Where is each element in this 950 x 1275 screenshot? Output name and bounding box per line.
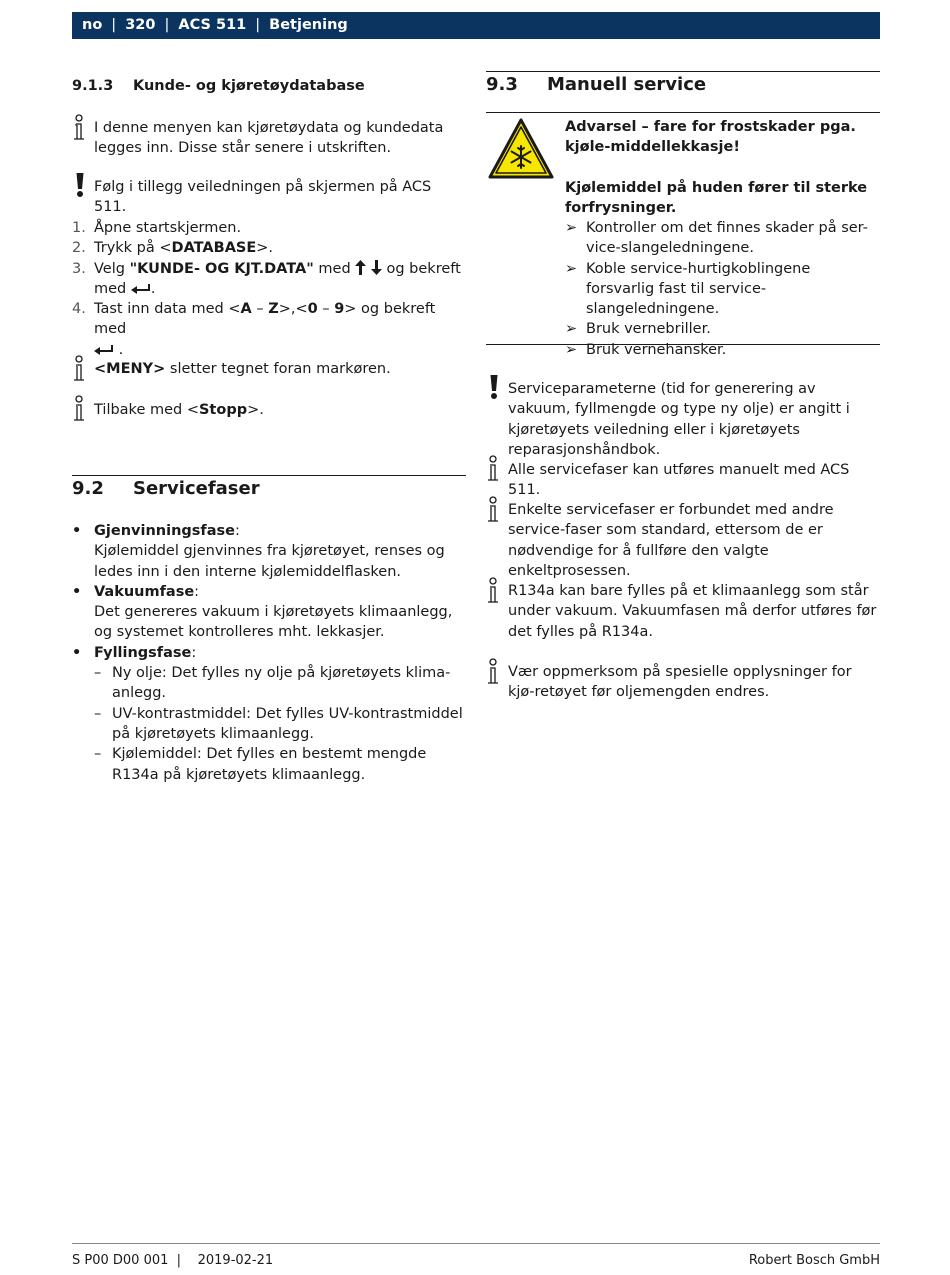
warning-title: Advarsel – fare for frostskader pga. kjøle-middellekkasje! xyxy=(565,119,856,156)
list-item xyxy=(72,299,466,360)
step-number: 4. xyxy=(72,301,86,318)
list-item xyxy=(565,319,880,339)
section-title: Manuell service xyxy=(547,74,707,95)
info-text-rest: sletter tegnet foran markøren. xyxy=(165,361,391,377)
arrow-bullet-icon: ➢ xyxy=(565,321,578,338)
list-item xyxy=(72,582,466,643)
list-item xyxy=(72,218,466,238)
fill-item-text: UV-kontrastmiddel: Det fylles UV-kontrastmiddel på kjøretøyets klimaanlegg. xyxy=(112,705,463,742)
step-text: >. xyxy=(256,240,274,257)
warning-text: Følg i tillegg veiledningen på skjermen på ACS 511. xyxy=(94,179,432,216)
step-text: – xyxy=(317,301,335,318)
action-text: Bruk vernehansker. xyxy=(586,341,727,358)
phase-description: Kjølemiddel gjenvinnes fra kjøretøyet, renses og ledes inn i den interne kjølemiddelflasken. xyxy=(94,543,445,580)
list-item xyxy=(565,218,880,259)
phase-name: Fyllingsfase xyxy=(94,644,192,661)
section-rule xyxy=(486,71,880,72)
phase-description: Det genereres vakuum i kjøretøyets klimaanlegg, og systemet kontrolleres mht. lekkasjer. xyxy=(94,604,453,641)
info-text xyxy=(94,359,466,379)
info-text: Vær oppmerksom på spesielle opplysninger for kjø-retøyet før oljemengden endres. xyxy=(508,664,852,701)
step-key: DATABASE xyxy=(171,240,257,257)
footer-separator: | xyxy=(172,1253,194,1268)
list-item xyxy=(72,259,466,300)
fill-item-text: Kjølemiddel: Det fylles en bestemt mengde R134a på kjøretøyets klimaanlegg. xyxy=(112,746,427,783)
header-lang: no xyxy=(82,17,103,34)
step-text: > og bekreft med xyxy=(94,301,436,338)
fill-items-list xyxy=(94,663,466,785)
exclamation-icon xyxy=(72,172,88,200)
header-product: ACS 511 xyxy=(178,17,247,34)
step-key: 9 xyxy=(334,301,345,318)
arrow-bullet-icon: ➢ xyxy=(565,341,578,358)
key-label: <MENY> xyxy=(94,361,166,377)
key-label: Stopp xyxy=(198,402,248,418)
section-heading xyxy=(486,75,706,95)
info-icon xyxy=(72,395,88,423)
dash: – xyxy=(94,665,102,682)
section-number: 9.3 xyxy=(486,74,518,95)
steps-list xyxy=(72,218,466,360)
info-note xyxy=(486,577,880,641)
footer-rule xyxy=(72,1243,880,1244)
arrow-bullet-icon: ➢ xyxy=(565,220,578,236)
warning-box-bottom-rule xyxy=(486,344,880,345)
bullet: • xyxy=(72,583,82,600)
step-text: med xyxy=(313,260,356,277)
step-text: . xyxy=(150,280,156,297)
list-item xyxy=(565,259,880,320)
section-rule xyxy=(72,475,466,476)
header-separator: | xyxy=(111,17,117,34)
phase-name: Gjenvinningsfase xyxy=(94,523,235,539)
info-text: Alle servicefaser kan utføres manuelt med ACS 511. xyxy=(508,462,850,499)
bullet: • xyxy=(72,523,82,539)
info-icon xyxy=(486,496,502,524)
section-title: Servicefaser xyxy=(133,478,260,499)
arrow-up-icon xyxy=(355,260,366,275)
step-text: – xyxy=(251,301,269,318)
enter-key-icon xyxy=(131,284,151,295)
frost-hazard-icon xyxy=(488,118,554,180)
list-item xyxy=(94,704,466,745)
step-menu-name: "KUNDE- OG KJT.DATA" xyxy=(129,260,314,277)
action-text: Bruk vernebriller. xyxy=(586,321,711,338)
section-number: 9.2 xyxy=(72,478,104,499)
header-section: Betjening xyxy=(269,17,348,34)
step-key: Z xyxy=(268,301,279,318)
list-item xyxy=(565,340,880,360)
list-item xyxy=(72,643,466,785)
subsection-number: 9.1.3 xyxy=(72,78,114,94)
arrow-down-icon xyxy=(371,260,382,275)
warning-text: Serviceparameterne (tid for generering av vakuum, fyllmengde og type ny olje) er angitt i kjøretøyets veiledning eller i kjøretøyets reparasjonshåndbok. xyxy=(508,381,850,458)
step-text: Trykk på < xyxy=(94,240,172,257)
action-text: Kontroller om det finnes skader på ser-vice-slangeledningene. xyxy=(586,220,868,257)
phase-name: Vakuumfase xyxy=(94,583,195,600)
dash: – xyxy=(94,705,102,722)
warning-note xyxy=(486,374,880,458)
header-separator: | xyxy=(255,17,261,34)
info-text xyxy=(94,400,466,420)
step-key: A xyxy=(240,301,252,318)
info-note xyxy=(72,395,466,423)
info-icon xyxy=(486,577,502,605)
step-text: >,< xyxy=(278,301,308,318)
step-text: Tast inn data med < xyxy=(94,301,241,318)
list-item xyxy=(94,663,466,704)
step-number: 2. xyxy=(72,240,86,257)
colon: : xyxy=(194,583,200,600)
list-item xyxy=(72,238,466,258)
step-text: og bekreft med xyxy=(94,260,461,297)
warning-note xyxy=(72,172,466,216)
colon: : xyxy=(191,644,197,661)
warning-actions-list xyxy=(565,218,880,360)
step-text: Åpne startskjermen. xyxy=(94,220,242,236)
subsection-title: Kunde- og kjøretøydatabase xyxy=(133,78,365,94)
section-heading xyxy=(72,479,260,499)
info-text: I denne menyen kan kjøretøydata og kundedata legges inn. Disse står senere i utskriften. xyxy=(94,120,444,157)
info-text-post: >. xyxy=(247,402,264,418)
dash: – xyxy=(94,746,102,763)
footer-doc-number: S P00 D00 001 xyxy=(72,1253,169,1268)
exclamation-icon xyxy=(486,374,502,402)
page-footer xyxy=(72,1251,880,1271)
phases-list xyxy=(72,521,466,785)
list-item xyxy=(72,521,466,582)
info-icon xyxy=(486,658,502,686)
action-text: Koble service-hurtigkoblingene forsvarlig fast til service-slangeledningene. xyxy=(586,260,811,318)
header-separator: | xyxy=(164,17,170,34)
warning-lead: Kjølemiddel på huden fører til sterke forfrysninger. xyxy=(565,180,868,217)
info-icon xyxy=(486,455,502,483)
info-note xyxy=(486,658,880,702)
step-text: . xyxy=(118,341,124,358)
info-note xyxy=(486,496,880,579)
info-icon xyxy=(72,355,88,383)
list-item xyxy=(94,744,466,785)
info-icon xyxy=(72,114,88,142)
step-text: Velg xyxy=(94,260,130,277)
step-key: 0 xyxy=(307,301,318,318)
footer-company: Robert Bosch GmbH xyxy=(748,1253,880,1268)
info-note xyxy=(72,114,466,158)
info-text: Enkelte servicefaser er forbundet med andre service-faser som standard, ettersom de er nødvendige for å fullføre den valgte enkeltprosessen. xyxy=(508,502,834,579)
colon: : xyxy=(234,523,240,539)
info-text: R134a kan bare fylles på et klimaanlegg som står under vakuum. Vakuumfasen må derfor utføres før det fylles på R134a. xyxy=(508,583,877,640)
footer-date: 2019-02-21 xyxy=(197,1253,274,1268)
header-page-number: 320 xyxy=(125,17,156,34)
subsection-heading xyxy=(72,76,365,96)
step-number: 3. xyxy=(72,260,86,277)
arrow-bullet-icon: ➢ xyxy=(565,260,578,277)
fill-item-text: Ny olje: Det fylles ny olje på kjøretøyets klima-anlegg. xyxy=(112,665,451,702)
info-text-pre: Tilbake med < xyxy=(94,402,199,418)
info-note xyxy=(486,455,880,499)
bullet: • xyxy=(72,644,82,661)
info-note xyxy=(72,355,466,383)
warning-box-top-rule xyxy=(486,112,880,113)
step-number: 1. xyxy=(72,220,86,236)
page-header-bar xyxy=(72,12,880,39)
